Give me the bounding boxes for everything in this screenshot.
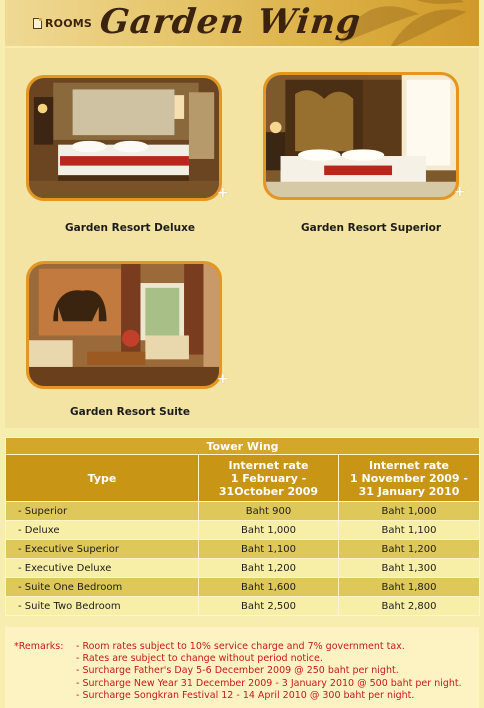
expand-plus-icon[interactable]: + [454,184,466,200]
rooms-panel [5,48,479,428]
rate-cell: Baht 2,800 [339,597,480,616]
rate-cell: Baht 1,100 [339,521,480,540]
remark-line: - Surcharge Songkran Festival 12 - 14 April 2010 @ 300 baht per night. [76,689,415,701]
column-header-rate-1 [199,455,339,502]
table-row [6,502,480,521]
room-type-cell: - Superior [6,502,199,521]
rate-cell: Baht 1,100 [199,540,339,559]
room-photo-superior[interactable] [263,72,459,200]
rooms-label [33,17,92,30]
header-banner [5,0,479,46]
table-title: Tower Wing [6,438,480,455]
remark-line: - Surcharge Father's Day 5-6 December 2009 @ 250 baht per night. [76,665,399,677]
room-caption-deluxe: Garden Resort Deluxe [65,222,195,234]
column-header-rate-2 [339,455,480,502]
room-photo-deluxe[interactable] [26,75,222,201]
header-line: Internet rate [228,458,309,472]
rate-cell: Baht 1,800 [339,578,480,597]
rate-cell: Baht 1,000 [199,521,339,540]
header-line: Internet rate [369,458,450,472]
room-photo-suite[interactable] [26,261,222,389]
expand-plus-icon[interactable]: + [217,371,229,387]
bedroom-image [29,78,219,198]
table-row [6,540,480,559]
header-line: 1 November 2009 - [350,471,468,485]
column-header-type: Type [6,455,199,502]
rate-cell: Baht 2,500 [199,597,339,616]
room-caption-superior: Garden Resort Superior [301,222,442,234]
rate-cell: Baht 900 [199,502,339,521]
table-row [6,578,480,597]
room-type-cell: - Executive Deluxe [6,559,199,578]
document-icon [33,18,42,29]
rate-table [5,437,480,616]
room-type-cell: - Deluxe [6,521,199,540]
remark-line: - Surcharge New Year 31 December 2009 - 3 January 2010 @ 500 baht per night. [76,677,462,689]
rate-cell: Baht 1,300 [339,559,480,578]
room-type-cell: - Executive Superior [6,540,199,559]
rate-cell: Baht 1,000 [339,502,480,521]
room-type-cell: - Suite One Bedroom [6,578,199,597]
rooms-label-text: ROOMS [45,17,93,30]
room-type-cell: - Suite Two Bedroom [6,597,199,616]
rate-cell: Baht 1,200 [199,559,339,578]
header-line: 1 February - [230,471,307,485]
page-title: Garden Wing [97,2,364,42]
remarks-box [5,627,479,708]
remarks-list [76,641,462,702]
remarks-label: *Remarks: [14,641,64,652]
room-card-deluxe[interactable] [5,48,242,238]
table-row [6,597,480,616]
expand-plus-icon[interactable]: + [217,185,229,201]
header-line: 31 January 2010 [358,484,460,498]
rate-cell: Baht 1,200 [339,540,480,559]
room-card-suite[interactable] [5,258,242,428]
remark-line: - Room rates subject to 10% service charge and 7% government tax. [76,641,405,652]
bedroom-image [266,75,456,197]
header-line: 31October 2009 [218,484,319,498]
table-row [6,559,480,578]
room-caption-suite: Garden Resort Suite [70,406,190,418]
remark-line: - Rates are subject to change without period notice. [76,653,323,665]
living-room-image [29,264,219,386]
room-card-superior[interactable] [242,48,479,238]
table-row [6,521,480,540]
rate-cell: Baht 1,600 [199,578,339,597]
